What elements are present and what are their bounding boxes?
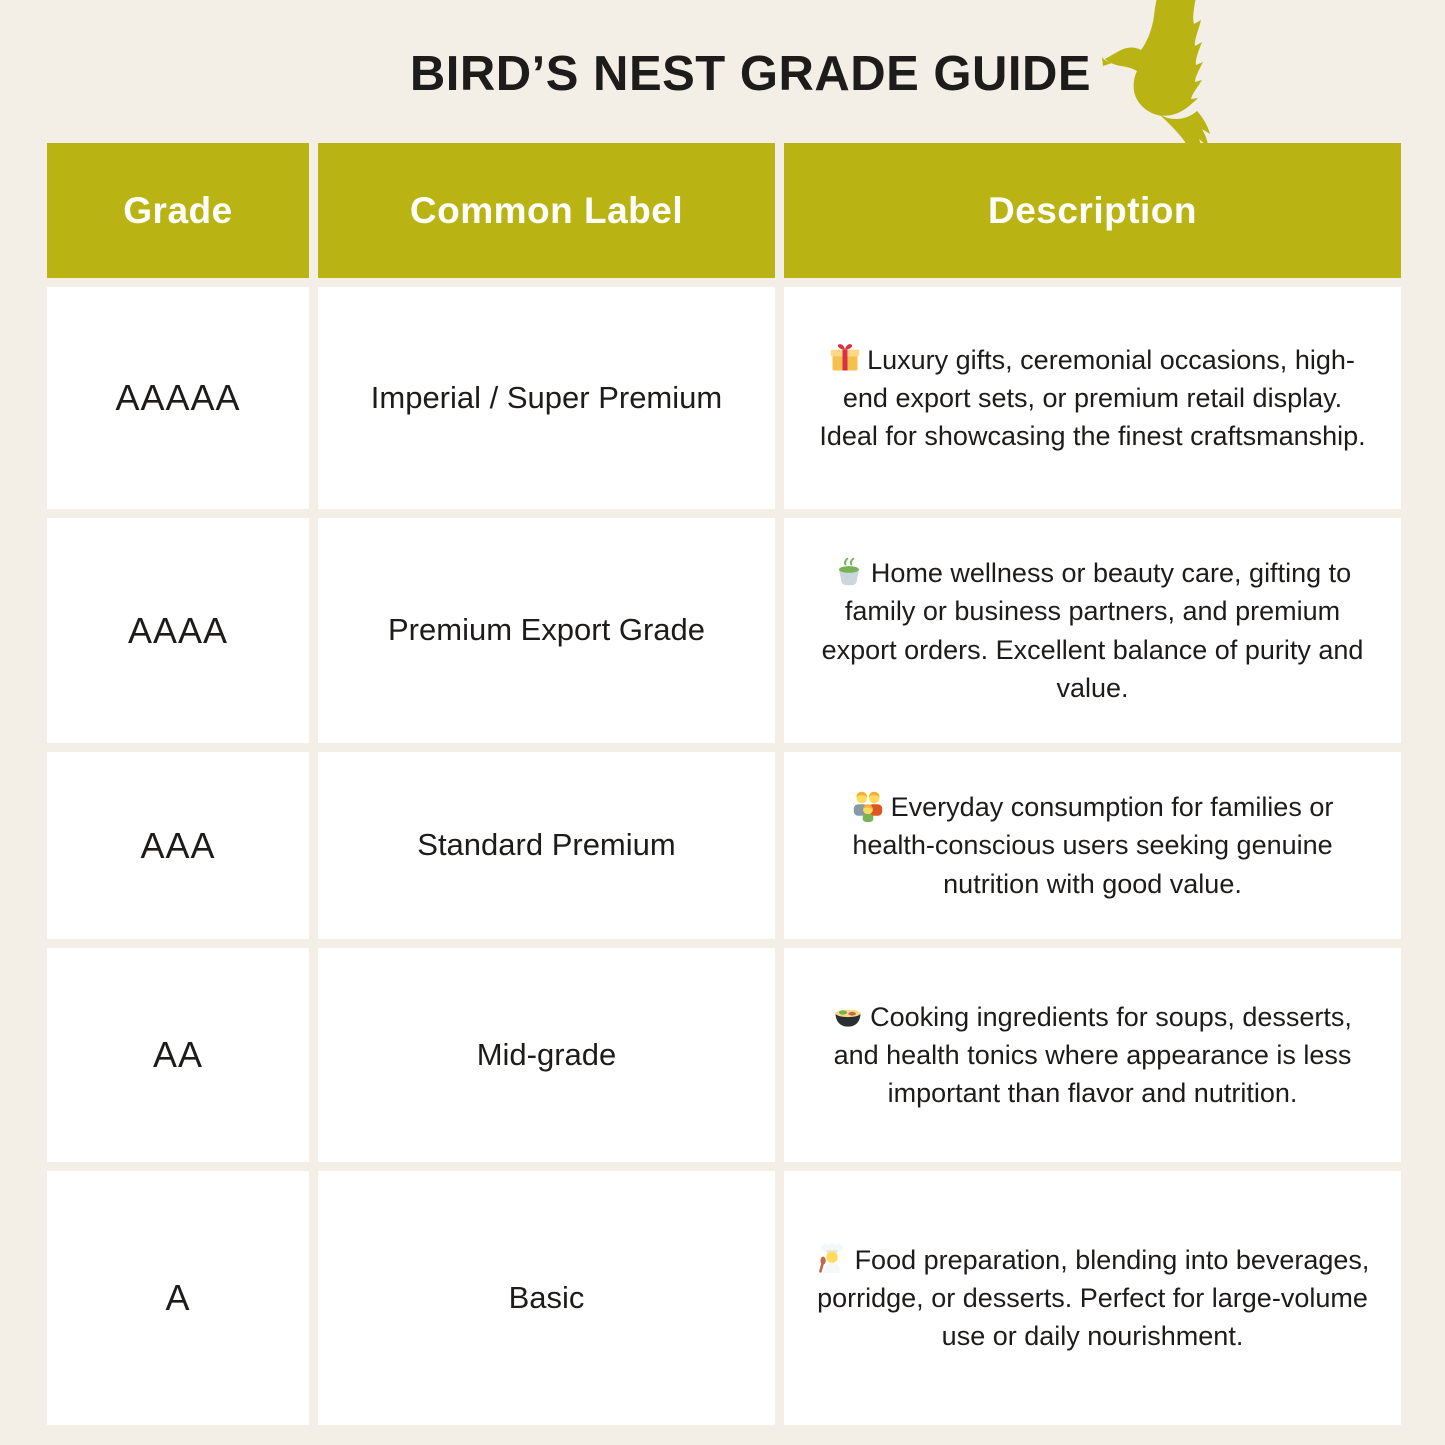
description-text: Food preparation, blending into beverages, porridge, or desserts. Perfect for large-volume use or daily nourishment.	[817, 1244, 1370, 1352]
grade-guide-table	[47, 143, 1401, 1425]
description-cell	[784, 752, 1401, 939]
chef-icon	[816, 1242, 848, 1274]
common-label-value: Premium Export Grade	[318, 518, 775, 743]
common-label-value: Standard Premium	[318, 752, 775, 939]
common-label-value: Imperial / Super Premium	[318, 287, 775, 509]
grade-value: AA	[47, 948, 309, 1162]
description-text: Home wellness or beauty care, gifting to family or business partners, and premium export orders. Excellent balance of purity and value.	[821, 557, 1364, 703]
grade-value: AAA	[47, 752, 309, 939]
grade-value: AAAAA	[47, 287, 309, 509]
gift-icon	[830, 343, 860, 373]
description-text: Cooking ingredients for soups, desserts, and health tonics where appearance is less important than flavor and nutrition.	[833, 1001, 1352, 1109]
dove-icon	[1094, 0, 1252, 148]
grade-value: AAAA	[47, 518, 309, 743]
grade-value: A	[47, 1171, 309, 1425]
description-text: Luxury gifts, ceremonial occasions, high-end export sets, or premium retail display. Ideal for showcasing the finest craftsmanship.	[819, 344, 1366, 452]
column-header-description: Description	[784, 143, 1401, 278]
column-header-common-label: Common Label	[318, 143, 775, 278]
description-text: Everyday consumption for families or health-conscious users seeking genuine nutrition with good value.	[852, 792, 1334, 899]
common-label-value: Basic	[318, 1171, 775, 1425]
common-label-value: Mid-grade	[318, 948, 775, 1162]
pot-of-food-icon	[833, 1000, 863, 1030]
description-cell	[784, 518, 1401, 743]
description-cell	[784, 287, 1401, 509]
teacup-icon	[834, 557, 864, 587]
page-title: BIRD’S NEST GRADE GUIDE	[409, 47, 1092, 101]
description-cell	[784, 1171, 1401, 1425]
column-header-grade: Grade	[47, 143, 309, 278]
family-icon	[852, 790, 884, 822]
description-cell	[784, 948, 1401, 1162]
